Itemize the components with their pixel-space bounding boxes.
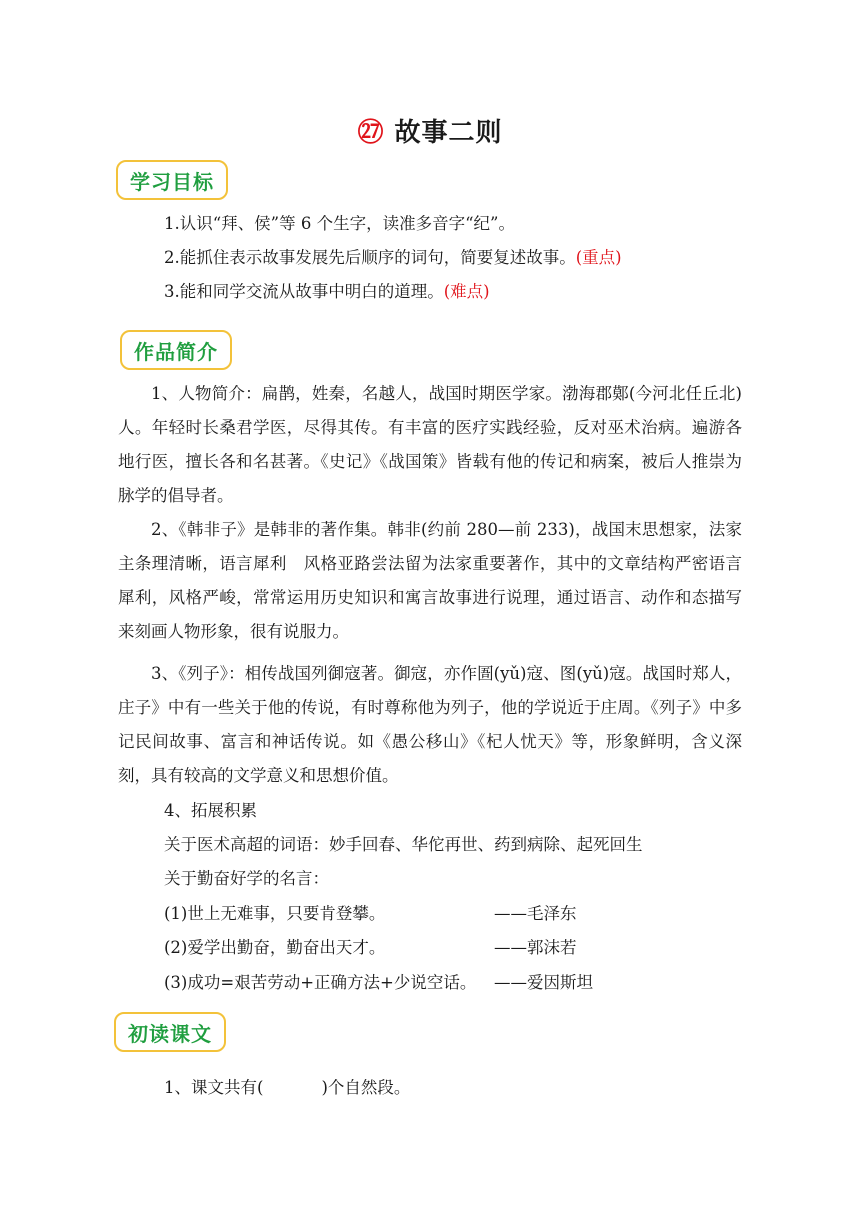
section-badge-goals: 学习目标 bbox=[116, 160, 228, 200]
diligence-quotes-heading: 关于勤奋好学的名言： bbox=[164, 869, 329, 888]
quote-author-3: ——爱因斯坦 bbox=[494, 973, 593, 992]
goal-item-1: 1.认识“拜、侯”等 6 个生字，读准多音字“纪”。 bbox=[164, 214, 515, 233]
goal-item-2: 2.能抓住表示故事发展先后顺序的词句，简要复述故事。(重点) bbox=[164, 248, 622, 267]
intro-paragraph-2: 2、《韩非子》是韩非的著作集。韩非(约前 280—前 233)，战国末思想家，法家主条理清晰，语言犀利 风格亚路尝法留为法家重要著作，其中的文章结构严密语言犀利，风格严峻，常常运用历史知识和寓言故事进行说理，通过语言、动作和态描写来刻画人物形象，很有说服力。 bbox=[118, 520, 742, 641]
medical-idioms-line: 关于医术高超的词语：妙手回春、华佗再世、药到病除、起死回生 bbox=[164, 835, 643, 854]
quote-text-1: (1)世上无难事，只要肯登攀。 bbox=[164, 904, 386, 923]
intro-paragraph-3: 3、《列子》：相传战国列御寇著。御寇，亦作圄(yǔ)寇、图(yǔ)寇。战国时郑人，庄子》中有一些关于他的传说，有时尊称他为列子，他的学说近于庄周。《列子》中多记民间故事、富言和神话传说。如《愚公移山》《杞人忧天》等，形象鲜明，含义深刻，具有较高的文学意义和思想价值。 bbox=[118, 664, 742, 785]
quote-author-2: ——郭沫若 bbox=[494, 938, 577, 957]
quote-author-1: ——毛泽东 bbox=[494, 904, 577, 923]
intro-paragraph-1: 1、人物简介：扁鹊，姓秦，名越人，战国时期医学家。渤海郡鄚(今河北任丘北)人。年轻时长桑君学医，尽得其传。有丰富的医疗实践经验，反对巫术治病。遍游各地行医，擅长各和名甚著。《史记》《战国策》皆载有他的传记和病案，被后人推崇为脉学的倡导者。 bbox=[118, 384, 742, 505]
reading-question-1: 1、课文共有( )个自然段。 bbox=[164, 1078, 411, 1097]
lesson-title: 故事二则 bbox=[394, 118, 503, 148]
key-point-tag: (重点) bbox=[575, 248, 622, 267]
page-title bbox=[0, 112, 860, 149]
goal-item-3: 3.能和同学交流从故事中明白的道理。(难点) bbox=[164, 282, 490, 301]
intro-paragraph-4-title: 4、拓展积累 bbox=[164, 801, 257, 820]
section-badge-reading: 初读课文 bbox=[114, 1012, 226, 1052]
quote-text-3: (3)成功=艰苦劳动+正确方法+少说空话。 bbox=[164, 973, 477, 992]
section-badge-intro: 作品简介 bbox=[120, 330, 232, 370]
difficulty-tag: (难点) bbox=[443, 282, 490, 301]
lesson-number: ㉗ bbox=[357, 118, 385, 148]
quote-text-2: (2)爱学出勤奋，勤奋出天才。 bbox=[164, 938, 386, 957]
